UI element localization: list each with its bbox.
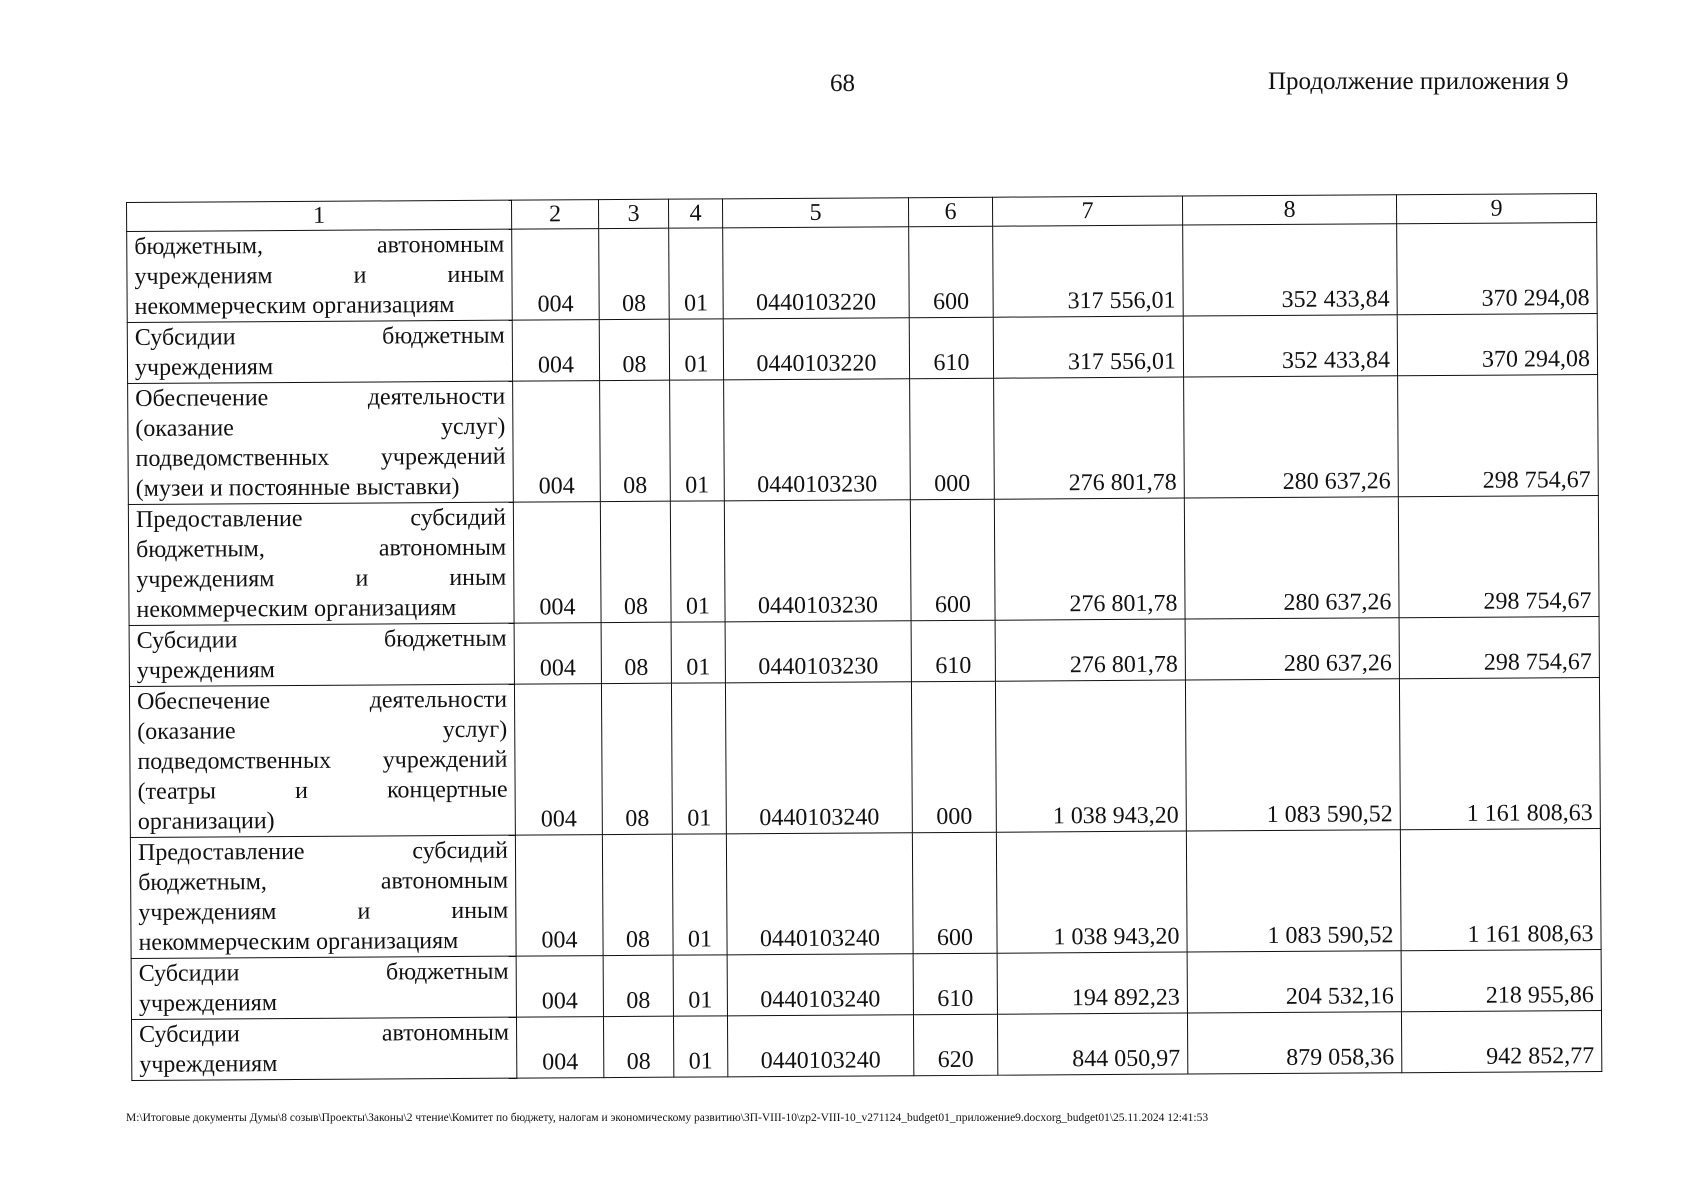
amount-cell: 276 801,78 xyxy=(994,498,1185,620)
row-description xyxy=(129,684,515,837)
description-line: учреждениям и иным xyxy=(138,897,509,926)
description-line: учреждениям xyxy=(136,657,276,684)
description-line: некоммерческим организациям xyxy=(134,291,455,320)
row-description xyxy=(127,320,512,383)
amount-cell: 844 050,97 xyxy=(997,1013,1187,1075)
page-number: 68 xyxy=(830,70,855,97)
amount-cell: 194 892,23 xyxy=(997,952,1187,1014)
table-body xyxy=(127,223,1602,1081)
code-cell: 0440103220 xyxy=(723,227,910,319)
description-line: Субсидии автономным xyxy=(139,1019,510,1048)
description-line: учреждениям и иным xyxy=(136,564,507,593)
code-cell: 004 xyxy=(514,623,601,685)
amount-cell: 280 637,26 xyxy=(1184,497,1399,619)
column-header: 3 xyxy=(598,199,668,228)
code-cell: 004 xyxy=(514,684,602,836)
amount-cell: 1 161 808,63 xyxy=(1400,829,1601,951)
code-cell: 610 xyxy=(913,953,997,1015)
amount-cell: 942 852,77 xyxy=(1401,1011,1601,1073)
code-cell: 0440103240 xyxy=(727,1015,913,1077)
code-cell: 610 xyxy=(909,317,993,379)
row-description xyxy=(128,381,514,504)
row-description xyxy=(131,1017,516,1080)
row-description xyxy=(129,623,514,686)
code-cell: 000 xyxy=(911,681,996,833)
code-cell: 01 xyxy=(671,622,725,683)
amount-cell: 280 637,26 xyxy=(1184,376,1399,498)
table-row xyxy=(131,1011,1601,1081)
description-line: Предоставление субсидий xyxy=(135,504,507,533)
code-cell: 08 xyxy=(601,622,671,683)
appendix-label: Продолжение приложения 9 xyxy=(1268,68,1569,95)
description-line: (театры и концертные xyxy=(137,776,508,805)
code-cell: 004 xyxy=(513,381,601,503)
amount-cell: 280 637,26 xyxy=(1185,618,1399,680)
code-cell: 600 xyxy=(909,226,994,318)
amount-cell: 1 038 943,20 xyxy=(995,680,1186,832)
amount-cell: 317 556,01 xyxy=(993,225,1184,317)
code-cell: 08 xyxy=(603,1016,673,1077)
amount-cell: 276 801,78 xyxy=(994,377,1185,499)
amount-cell: 1 038 943,20 xyxy=(996,831,1187,953)
description-line: Субсидии бюджетным xyxy=(138,958,509,987)
amount-cell: 204 532,16 xyxy=(1187,951,1401,1013)
description-line: (музеи и постоянные выставки) xyxy=(135,473,460,502)
description-line: бюджетным, автономным xyxy=(138,867,509,896)
code-cell: 600 xyxy=(912,832,997,954)
amount-cell: 370 294,08 xyxy=(1397,223,1598,315)
amount-cell: 352 433,84 xyxy=(1183,224,1398,316)
table-row xyxy=(127,223,1598,323)
amount-cell: 298 754,67 xyxy=(1398,375,1599,497)
amount-cell: 298 754,67 xyxy=(1398,496,1599,618)
code-cell: 004 xyxy=(513,502,601,624)
code-cell: 08 xyxy=(600,501,671,622)
description-line: подведомственных учреждений xyxy=(135,443,506,472)
code-cell: 01 xyxy=(673,1016,727,1077)
code-cell: 01 xyxy=(671,683,726,834)
description-line: бюджетным, автономным xyxy=(134,231,505,260)
table-row xyxy=(129,617,1599,687)
code-cell: 01 xyxy=(669,228,724,319)
description-line: (оказание услуг) xyxy=(135,413,506,442)
file-path-footer: M:\Итоговые документы Думы\8 созыв\Проекты\Законы\2 чтение\Комитет по бюджету, налогам и экономическому развитию\ЗП-VIII-10\zp2-VIII-10_v271124_budget01_приложение9.docxorg_budget01\25.11.2024 12:41:53 xyxy=(126,1112,1209,1124)
table-row xyxy=(130,829,1601,959)
description-line: учреждениям и иным xyxy=(134,261,505,290)
description-line: учреждениям xyxy=(139,1051,278,1078)
code-cell: 0440103230 xyxy=(724,500,911,622)
code-cell: 01 xyxy=(669,319,723,380)
row-description xyxy=(127,229,513,322)
row-description xyxy=(128,502,514,625)
table-row xyxy=(131,950,1601,1020)
code-cell: 004 xyxy=(512,229,600,321)
column-header: 4 xyxy=(668,199,722,228)
description-line: Субсидии бюджетным xyxy=(136,625,507,654)
amount-cell: 276 801,78 xyxy=(995,619,1185,681)
code-cell: 08 xyxy=(599,319,669,380)
code-cell: 004 xyxy=(516,1017,603,1079)
description-line: (оказание услуг) xyxy=(137,716,508,745)
code-cell: 01 xyxy=(672,834,727,955)
column-header: 6 xyxy=(908,197,992,227)
amount-cell: 370 294,08 xyxy=(1397,314,1597,376)
amount-cell: 1 083 590,52 xyxy=(1185,679,1400,831)
code-cell: 0440103230 xyxy=(725,621,911,683)
column-header: 5 xyxy=(722,198,908,228)
budget-table xyxy=(126,193,1602,1081)
code-cell: 0440103240 xyxy=(726,833,913,955)
table-row xyxy=(128,496,1599,626)
description-line: бюджетным, автономным xyxy=(136,534,507,563)
description-line: учреждениям xyxy=(134,354,274,381)
column-header: 8 xyxy=(1182,195,1396,225)
row-description xyxy=(130,835,516,958)
table-row xyxy=(129,678,1600,838)
description-line: подведомственных учреждений xyxy=(137,746,508,775)
code-cell: 620 xyxy=(913,1014,997,1076)
code-cell: 004 xyxy=(512,320,599,382)
code-cell: 610 xyxy=(911,620,995,682)
description-line: организации) xyxy=(137,808,275,835)
description-line: Предоставление субсидий xyxy=(137,837,509,866)
row-description xyxy=(131,956,516,1019)
code-cell: 0440103230 xyxy=(724,379,911,501)
amount-cell: 218 955,86 xyxy=(1401,950,1601,1012)
code-cell: 08 xyxy=(603,955,673,1016)
code-cell: 0440103240 xyxy=(727,954,913,1016)
code-cell: 08 xyxy=(600,380,671,501)
code-cell: 01 xyxy=(673,955,727,1016)
amount-cell: 879 058,36 xyxy=(1187,1012,1401,1074)
code-cell: 01 xyxy=(670,380,725,501)
amount-cell: 1 083 590,52 xyxy=(1186,830,1401,952)
code-cell: 600 xyxy=(910,499,995,621)
code-cell: 08 xyxy=(601,683,672,834)
amount-cell: 352 433,84 xyxy=(1183,315,1397,377)
description-line: некоммерческим организациям xyxy=(136,594,457,623)
code-cell: 004 xyxy=(515,835,603,957)
code-cell: 000 xyxy=(910,378,995,500)
amount-cell: 317 556,01 xyxy=(993,316,1183,378)
description-line: Субсидии бюджетным xyxy=(134,322,505,351)
amount-cell: 1 161 808,63 xyxy=(1399,678,1600,830)
description-line: учреждениям xyxy=(138,990,278,1017)
description-line: Обеспечение деятельности xyxy=(135,383,506,412)
description-line: некоммерческим организациям xyxy=(138,927,459,956)
column-header: 1 xyxy=(127,200,512,231)
column-header: 7 xyxy=(992,196,1182,226)
column-header: 2 xyxy=(511,200,598,230)
code-cell: 004 xyxy=(516,956,603,1018)
code-cell: 0440103220 xyxy=(723,318,909,380)
column-header: 9 xyxy=(1396,194,1596,224)
code-cell: 08 xyxy=(602,834,673,955)
code-cell: 01 xyxy=(670,501,725,622)
table-row xyxy=(127,314,1597,384)
code-cell: 0440103240 xyxy=(725,682,912,834)
code-cell: 08 xyxy=(599,228,670,319)
amount-cell: 298 754,67 xyxy=(1399,617,1599,679)
table-row xyxy=(128,375,1599,505)
description-line: Обеспечение деятельности xyxy=(136,686,508,715)
